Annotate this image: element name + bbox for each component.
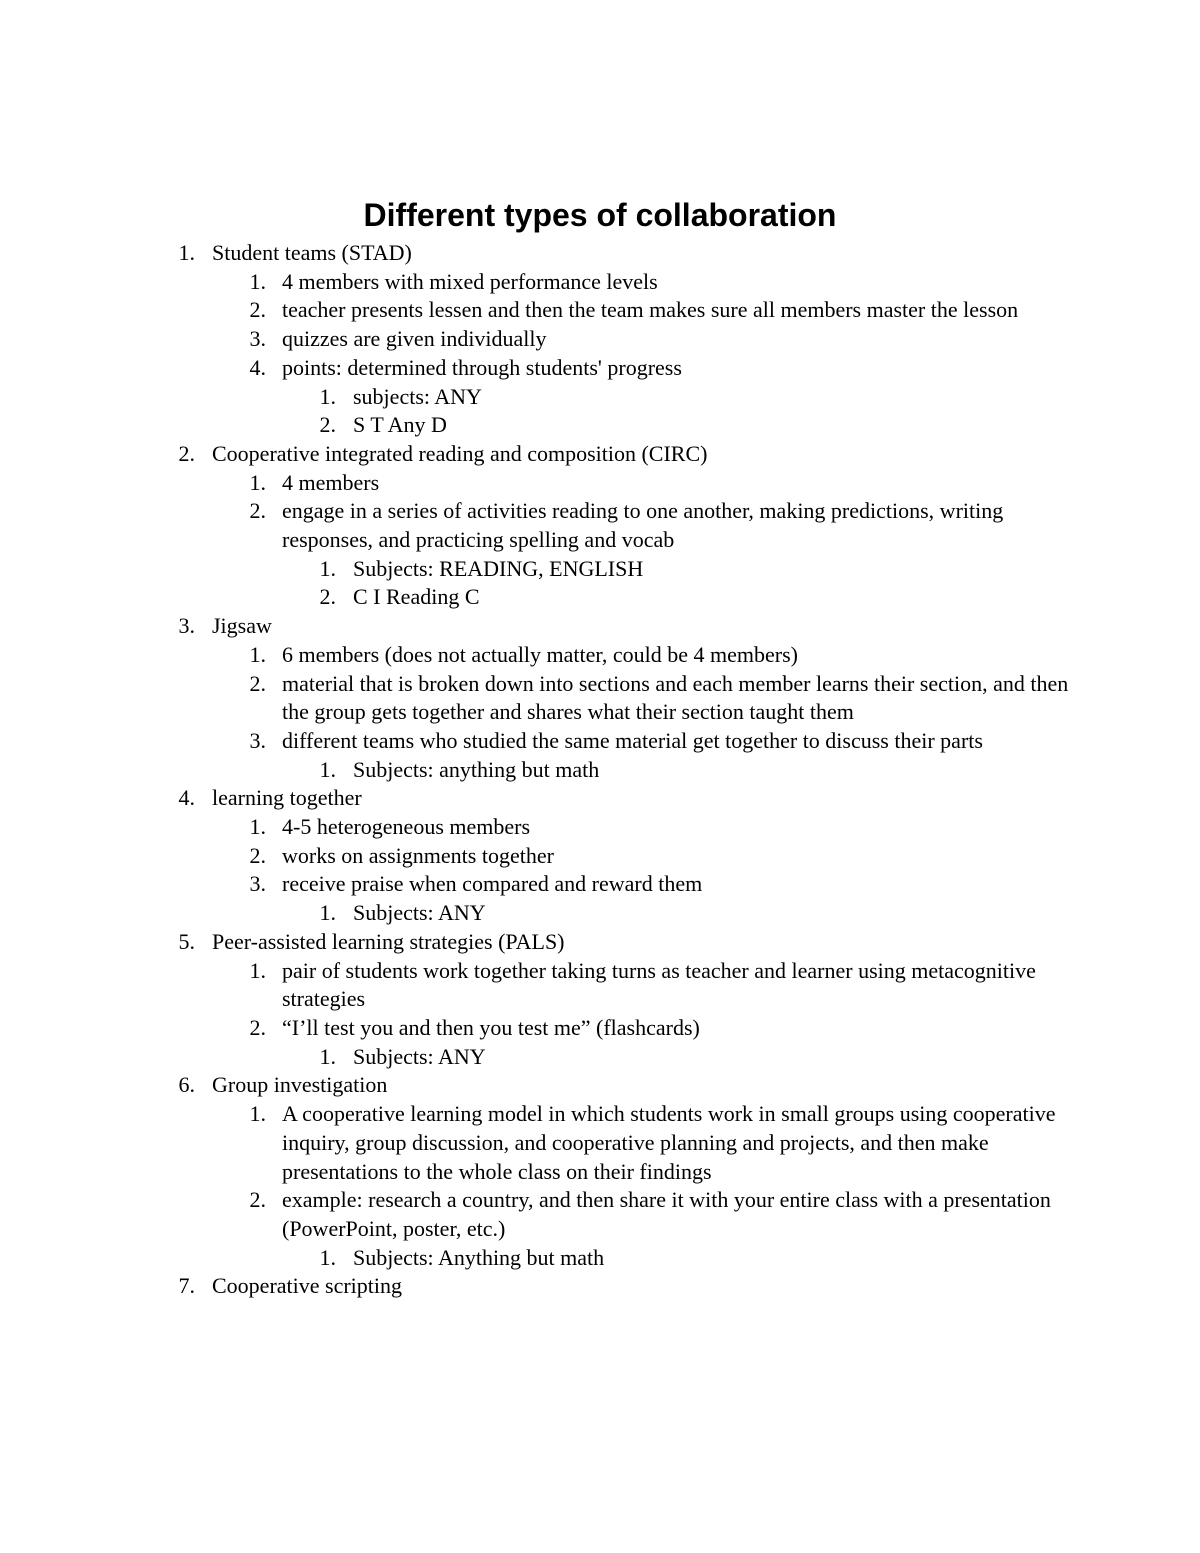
item-text: 4 members [282,469,380,495]
item-number: 1. [319,555,336,581]
item-text: points: determined through students' progress [282,354,682,380]
item-number: 2. [249,498,266,524]
item-text: 4 members with mixed performance levels [282,268,658,294]
outline-item-level-2 [0,842,1200,871]
item-number: 1. [319,1043,336,1069]
item-number: 3. [249,326,266,352]
item-number: 2. [319,412,336,438]
outline-item-level-2 [0,1100,1200,1186]
item-number: 5. [178,928,195,954]
outline-item-level-2 [0,296,1200,325]
outline-item-level-3 [0,1043,1200,1072]
outline-item-level-2 [0,670,1200,727]
outline-item-level-2 [0,870,1200,899]
item-number: 6. [178,1072,195,1098]
outline-item-level-1 [0,1272,1200,1301]
outline-item-level-2 [0,813,1200,842]
outline-item-level-1 [0,440,1200,469]
item-text: Group investigation [212,1072,388,1098]
outline-item-level-2 [0,641,1200,670]
outline-item-level-2 [0,268,1200,297]
item-number: 1. [319,1244,336,1270]
item-text: 6 members (does not actually matter, could be 4 members) [282,641,798,667]
outline-item-level-3 [0,899,1200,928]
outline-item-level-1 [0,784,1200,813]
item-number: 1. [178,240,195,265]
outline-item-level-1 [0,1071,1200,1100]
item-text: quizzes are given individually [282,326,547,352]
item-number: 2. [249,1014,266,1040]
item-text: subjects: ANY [353,383,482,409]
item-text: Subjects: ANY [353,900,486,926]
item-number: 1. [249,814,266,840]
item-number: 2. [319,584,336,610]
outline-item-level-3 [0,756,1200,785]
item-text: works on assignments together [282,842,554,868]
item-text: Peer-assisted learning strategies (PALS) [212,928,565,954]
outline-item-level-2 [0,469,1200,498]
item-text: teacher presents lessen and then the team makes sure all members master the lesson [282,297,1019,323]
item-number: 4. [249,354,266,380]
item-text: C I Reading C [353,584,480,610]
item-text: engage in a series of activities reading to one another, making predictions, writing responses, and practicing spelling and vocab [282,498,1004,553]
item-text: different teams who studied the same material get together to discuss their parts [282,727,983,753]
item-number: 4. [178,785,195,811]
outline-list [0,239,1200,1301]
item-text: receive praise when compared and reward them [282,871,703,897]
outline-item-level-2 [0,325,1200,354]
item-number: 3. [249,727,266,753]
item-text: A cooperative learning model in which students work in small groups using cooperative inquiry, group discussion, and cooperative planning and projects, and then make presentations to the whole class on their findings [282,1101,1056,1184]
outline-item-level-3 [0,1244,1200,1273]
item-text: Student teams (STAD) [212,240,412,265]
item-number: 3. [178,613,195,639]
outline-item-level-1 [0,928,1200,957]
outline-item-level-2 [0,497,1200,554]
item-number: 2. [249,1187,266,1213]
item-text: Subjects: anything but math [353,756,600,782]
item-text: Subjects: READING, ENGLISH [353,555,644,581]
item-number: 7. [178,1273,195,1299]
item-text: pair of students work together taking turns as teacher and learner using metacognitive strategies [282,957,1036,1012]
outline-item-level-3 [0,411,1200,440]
item-number: 2. [178,440,195,466]
outline-item-level-2 [0,354,1200,383]
item-text: learning together [212,785,362,811]
item-text: Subjects: ANY [353,1043,486,1069]
item-text: example: research a country, and then share it with your entire class with a presentation (PowerPoint, poster, etc.) [282,1187,1051,1241]
item-text: S T Any D [353,412,447,438]
item-number: 1. [319,900,336,926]
outline-item-level-2 [0,727,1200,756]
outline-item-level-2 [0,1014,1200,1043]
item-text: Cooperative scripting [212,1273,403,1299]
item-text: Jigsaw [212,613,272,639]
item-number: 1. [249,268,266,294]
document-title: Different types of collaboration [363,197,837,234]
item-text: “I’ll test you and then you test me” (flashcards) [282,1014,700,1040]
item-number: 2. [249,670,266,696]
item-number: 2. [249,842,266,868]
outline-item-level-2 [0,957,1200,1014]
item-text: 4-5 heterogeneous members [282,814,531,840]
item-number: 1. [249,1101,266,1127]
item-number: 1. [249,469,266,495]
item-number: 2. [249,297,266,323]
item-number: 1. [319,383,336,409]
item-number: 1. [249,957,266,983]
outline-item-level-1 [0,239,1200,268]
item-text: Subjects: Anything but math [353,1244,605,1270]
item-text: Cooperative integrated reading and composition (CIRC) [212,440,708,466]
item-number: 1. [319,756,336,782]
item-number: 3. [249,871,266,897]
outline-item-level-3 [0,383,1200,412]
outline-item-level-2 [0,1186,1200,1243]
outline-item-level-3 [0,583,1200,612]
item-text: material that is broken down into sections and each member learns their section, and then the group gets together and shares what their section taught them [282,670,1069,725]
item-number: 1. [249,641,266,667]
outline-item-level-3 [0,555,1200,584]
outline-item-level-1 [0,612,1200,641]
